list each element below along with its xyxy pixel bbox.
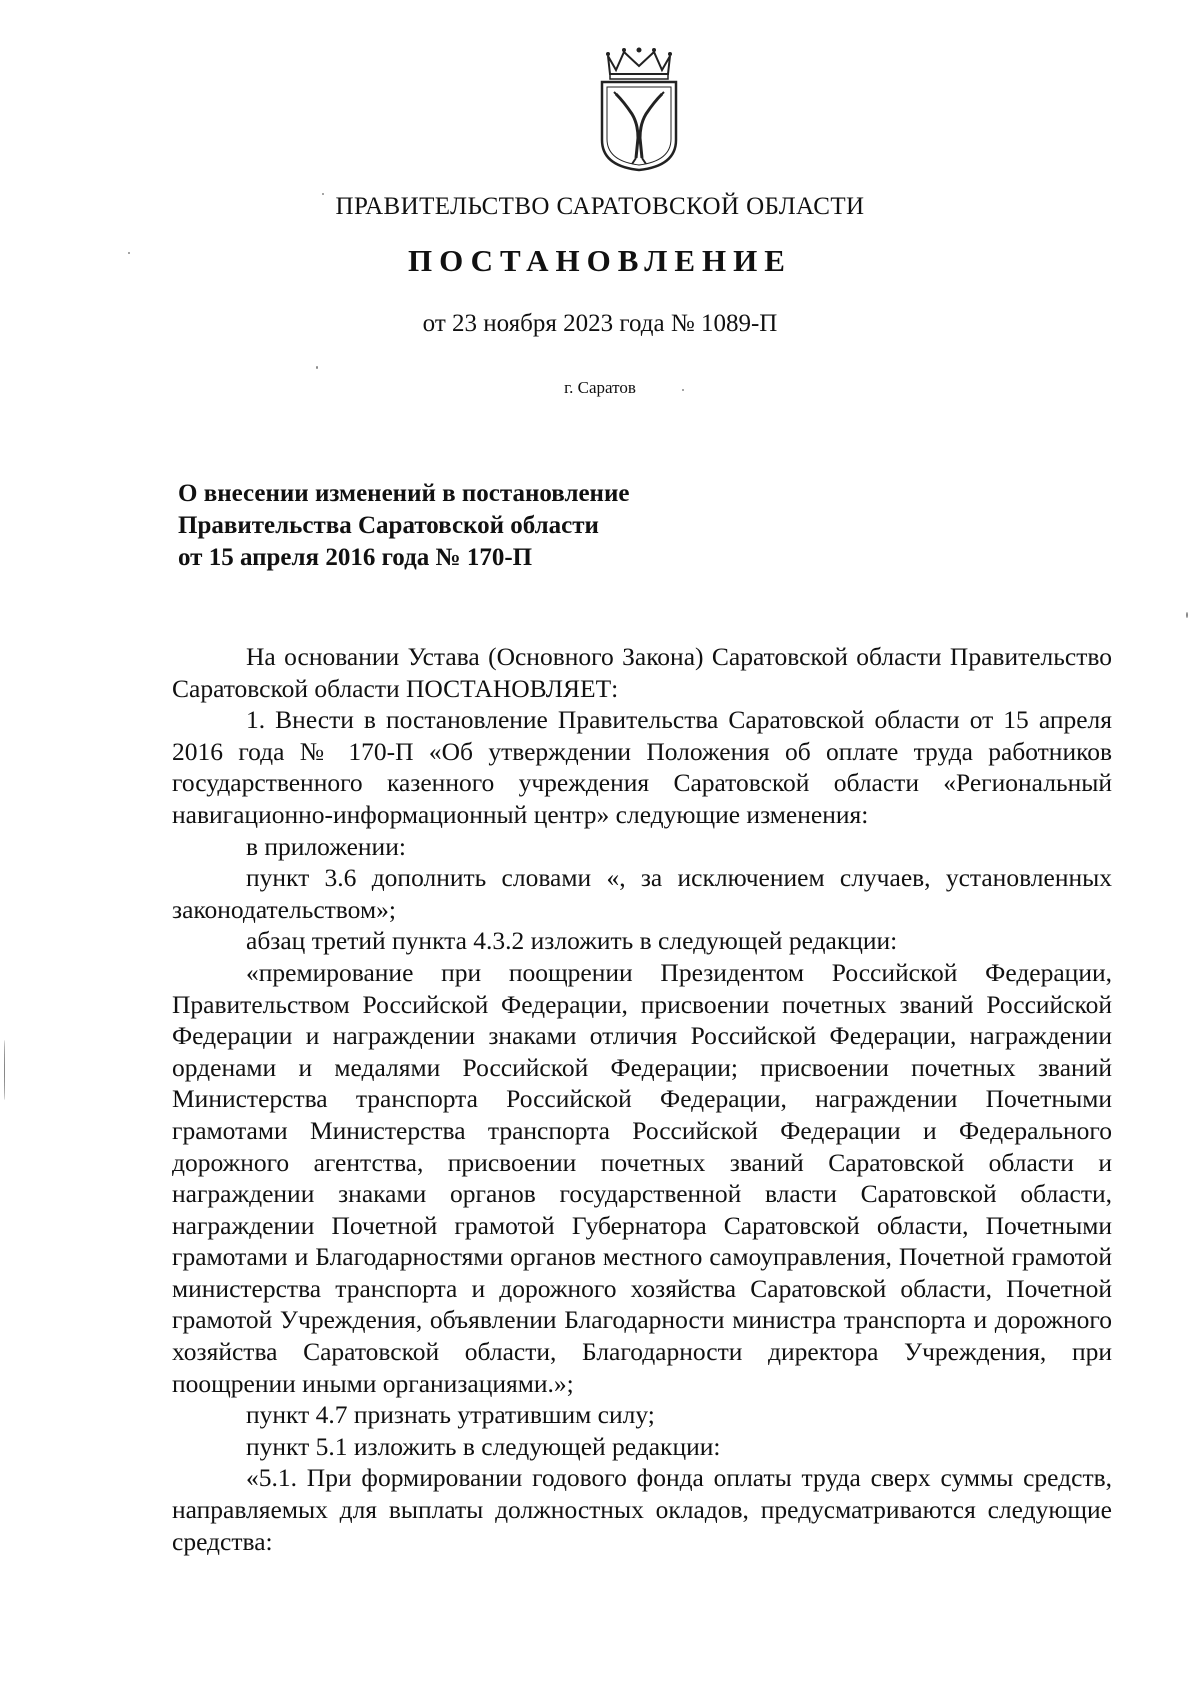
body-paragraph: «премирование при поощрении Президентом Российской Федерации, Правительством Российской Федерации, присвоении почетных званий Российской Федерации и награждении знаками отличия Российской Федерации, награждении орденами и медалями Российской Федерации; присвоении почетных званий Министерства транспорта Российской Федерации, награждении Почетными грамотами Министерства транспорта Российской Федерации и Федерального дорожного агентства, присвоении почетных званий Саратовской области и награждении знаками органов государственной власти Саратовской области, награждении Почетной грамотой Губернатора Саратовской области, Почетными грамотами и Благодарностями органов местного самоуправления, Почетной грамотой министерства транспорта и дорожного хозяйства Саратовской области, Почетной грамотой Учреждения, объявлении Благодарности министра транспорта и дорожного хозяйства Саратовской области, Благодарности директора Учреждения, при поощрении иными организациями.»; xyxy=(172,957,1112,1398)
document-date-number: от 23 ноября 2023 года № 1089-П xyxy=(422,310,778,337)
scan-speck xyxy=(322,193,324,195)
body-paragraph: На основании Устава (Основного Закона) Саратовской области Правительство Саратовской области ПОСТАНОВЛЯЕТ: xyxy=(172,642,1112,703)
document-subject xyxy=(178,478,778,574)
scan-speck xyxy=(316,366,318,369)
body-paragraph: «5.1. При формировании годового фонда оплаты труда сверх суммы средств, направляемых для выплаты должностных окладов, предусматриваются следующие средства: xyxy=(172,1463,1112,1556)
body-paragraph: в приложении: xyxy=(246,831,406,861)
scan-speck xyxy=(682,389,684,391)
document-city: г. Саратов xyxy=(564,378,636,397)
document-body xyxy=(172,641,1112,1557)
subject-line: Правительства Саратовской области xyxy=(178,512,599,539)
organization-name: ПРАВИТЕЛЬСТВО САРАТОВСКОЙ ОБЛАСТИ xyxy=(335,193,865,220)
body-paragraph: 1. Внести в постановление Правительства Саратовской области от 15 апреля 2016 года № 170-П «Об утверждении Положения об оплате труда работников государственного казенного учреждения Саратовской области «Региональный навигационно-информационный центр» следующие изменения: xyxy=(172,705,1112,829)
scan-speck xyxy=(1186,612,1188,618)
body-paragraph: пункт 5.1 изложить в следующей редакции: xyxy=(246,1431,721,1461)
body-paragraph: пункт 4.7 признать утратившим силу; xyxy=(246,1400,655,1430)
subject-line: от 15 апреля 2016 года № 170-П xyxy=(178,544,533,571)
scan-speck xyxy=(4,1040,5,1100)
subject-line: О внесении изменений в постановление xyxy=(178,480,630,507)
document-type: ПОСТАНОВЛЕНИЕ xyxy=(408,243,792,278)
body-paragraph: абзац третий пункта 4.3.2 изложить в следующей редакции: xyxy=(246,926,898,956)
scan-speck xyxy=(128,252,130,254)
body-paragraph: пункт 3.6 дополнить словами «, за исключением случаев, установленных законодательством»; xyxy=(172,863,1112,924)
coat-of-arms-icon xyxy=(594,42,684,172)
